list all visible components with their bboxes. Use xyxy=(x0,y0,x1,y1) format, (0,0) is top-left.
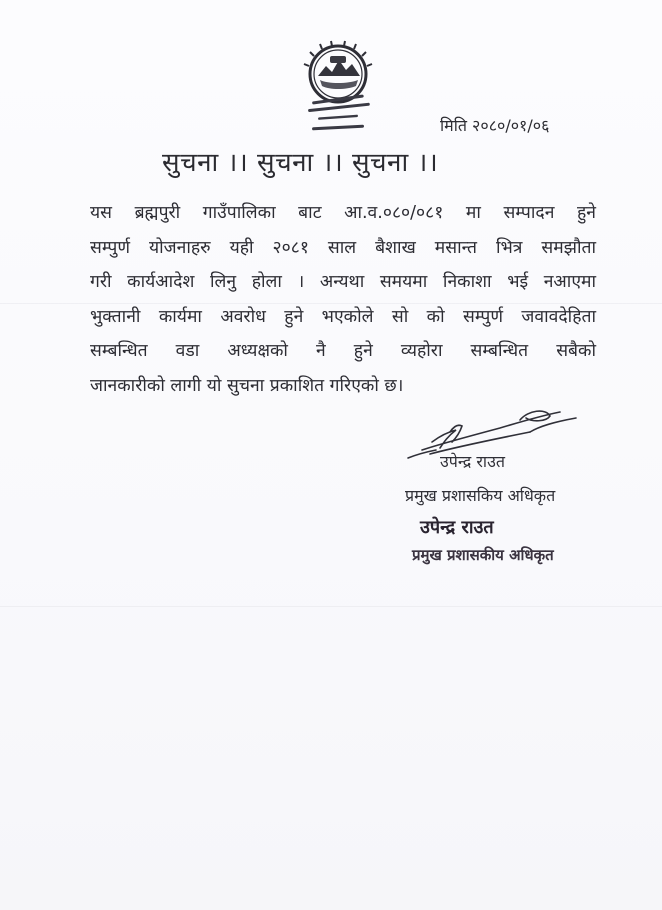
body-line: गरी कार्यआदेश लिनु होला । अन्यथा समयमा निकाशा भई नआएमा xyxy=(90,272,596,293)
notice-body xyxy=(90,196,596,404)
body-line: जानकारीको लागी यो सुचना प्रकाशित गरिएको छ। xyxy=(90,375,404,396)
body-line: यस ब्रह्मपुरी गाउँपालिका बाट आ.व.०८०/०८१ मा सम्पादन हुने xyxy=(90,203,596,223)
signatory-name: उपेन्द्र राउत xyxy=(440,452,505,471)
signatory-title: प्रमुख प्रशासकिय अधिकृत xyxy=(405,486,556,505)
body-line: सम्बन्धित वडा अध्यक्षको नै हुने व्यहोरा सम्बन्धित सबैको xyxy=(90,341,596,362)
notice-heading: सुचना ।। सुचना ।। सुचना ।। xyxy=(162,148,439,178)
stamp-signatory-title: प्रमुख प्रशासकीय अधिकृत xyxy=(412,546,554,564)
paper-fold-line xyxy=(0,606,662,607)
notice-date: मिति २०८०/०१/०६ xyxy=(440,116,550,135)
stamp-signatory-name: उपेन्द्र राउत xyxy=(420,517,494,538)
body-line: सम्पुर्ण योजनाहरु यही २०८१ साल बैशाख मसान्त भित्र समझौता xyxy=(90,237,596,258)
body-line: भुक्तानी कार्यमा अवरोध हुने भएकोले सो को सम्पुर्ण जवावदेहिता xyxy=(90,306,596,327)
municipality-seal-icon xyxy=(292,40,384,140)
